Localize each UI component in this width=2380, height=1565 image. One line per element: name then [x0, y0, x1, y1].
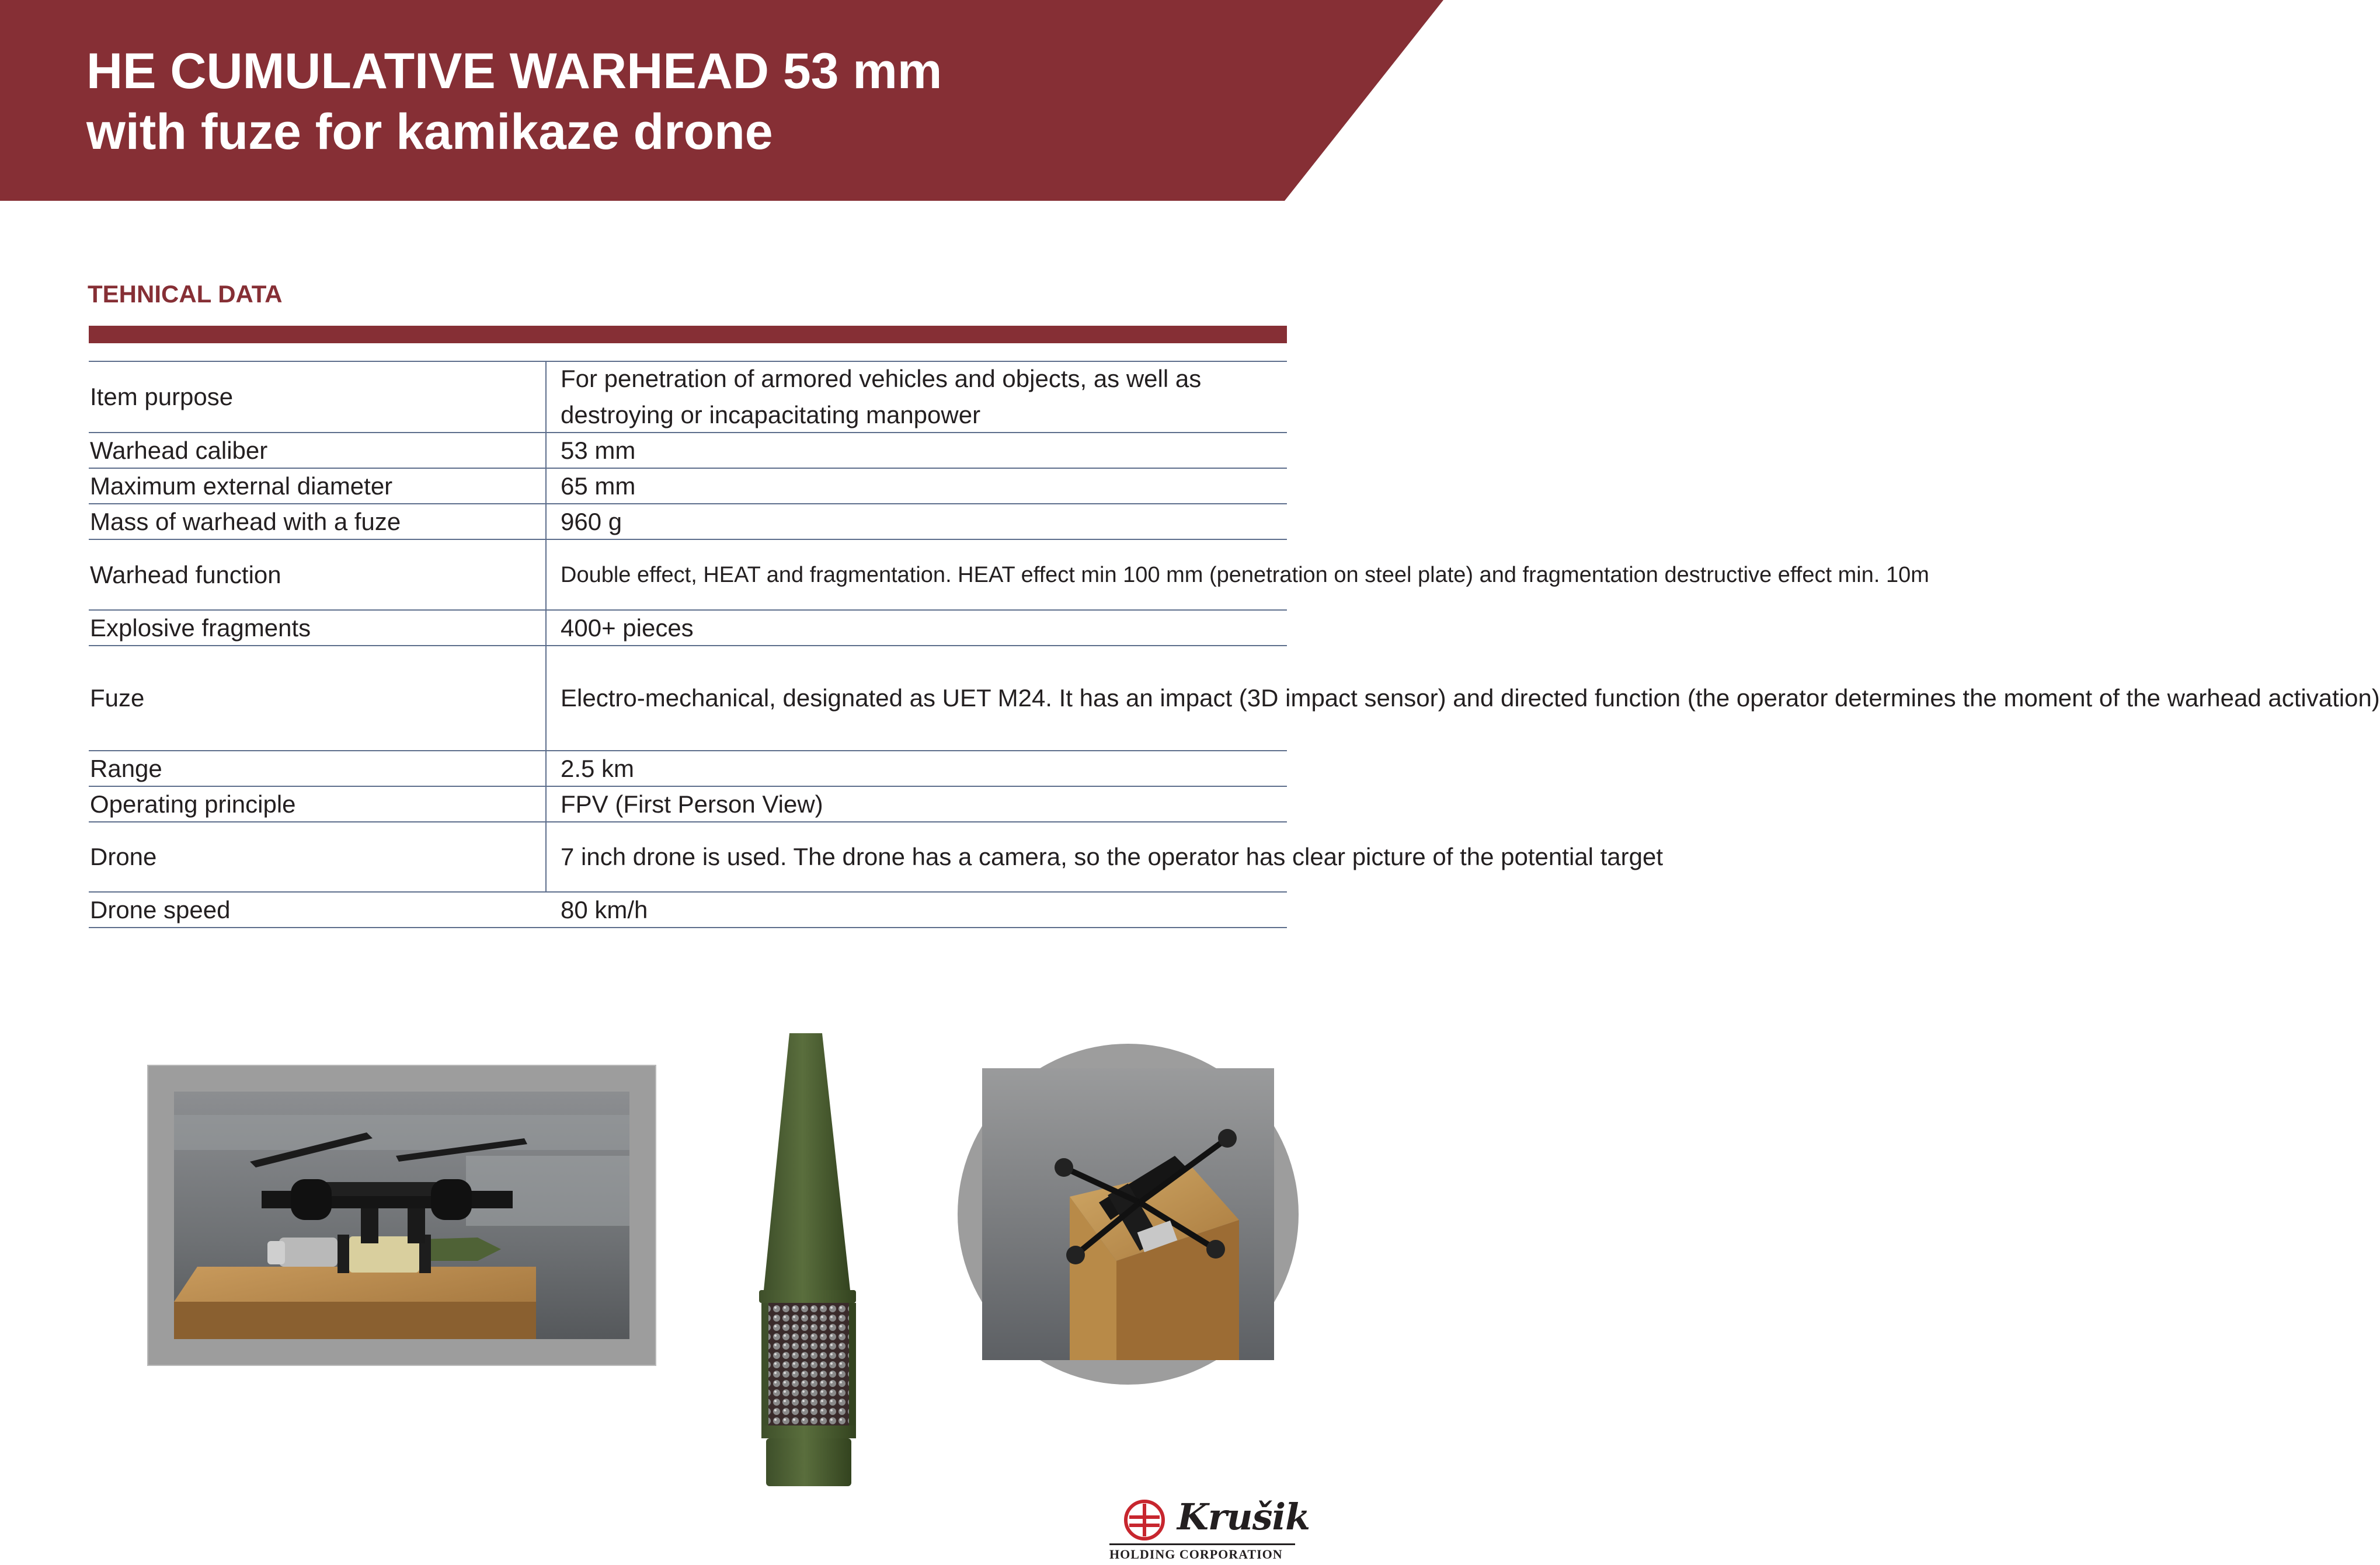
spec-label: Drone [89, 822, 547, 891]
spec-value: 53 mm [561, 436, 636, 464]
spec-row-item-purpose [89, 362, 1287, 433]
spec-value: Electro-mechanical, designated as UET M24. It has an impact (3D impact sensor) and directed function (the operator determines the moment of the warhead activation) [561, 684, 2380, 712]
spec-label: Range [89, 751, 547, 786]
spec-value: 65 mm [561, 472, 636, 500]
spec-value: 2.5 km [561, 754, 635, 782]
spec-row-max-diameter [89, 469, 1287, 504]
spec-row-drone [89, 822, 1664, 893]
spec-table [89, 361, 2380, 928]
title-line-1: HE CUMULATIVE WARHEAD 53 mm [86, 43, 942, 99]
drone-with-warhead-photo [174, 1092, 629, 1339]
logo-emblem-icon [1121, 1498, 1174, 1545]
section-divider [89, 326, 1287, 343]
logo-subtitle: HOLDING CORPORATION [1109, 1547, 1283, 1561]
spec-label: Maximum external diameter [89, 469, 547, 503]
spec-value: 400+ pieces [561, 614, 694, 642]
company-logo [1109, 1496, 1310, 1561]
warhead-illustration [753, 1033, 864, 1489]
spec-row-warhead-function [89, 540, 1929, 611]
spec-label: Drone speed [90, 895, 231, 923]
spec-value: For penetration of armored vehicles and objects, as well as destroying or incapacitating manpower [561, 365, 1202, 428]
spec-value: 80 km/h [561, 895, 648, 923]
spec-label: Fuze [89, 646, 547, 750]
spec-label: Warhead function [89, 540, 547, 609]
drone-circle-photo-frame [958, 1044, 1299, 1385]
spec-row-drone-speed [89, 893, 1287, 928]
spec-value: 960 g [561, 507, 622, 535]
drone-on-stand-photo [982, 1068, 1274, 1360]
spec-value: 7 inch drone is used. The drone has a camera, so the operator has clear picture of the potential target [561, 843, 1664, 870]
spec-row-fuze [89, 646, 2380, 751]
logo-wordmark: Krušik [1177, 1496, 1310, 1538]
spec-row-explosive-fragments [89, 611, 1287, 646]
spec-row-operating-principle [89, 787, 1287, 822]
spec-value: FPV (First Person View) [561, 790, 823, 818]
logo-rule [1109, 1543, 1295, 1545]
spec-label: Warhead caliber [89, 433, 547, 468]
spec-row-range [89, 751, 1287, 787]
drone-photo-frame [148, 1066, 655, 1365]
spec-label: Mass of warhead with a fuze [89, 504, 547, 539]
spec-label: Operating principle [89, 787, 547, 821]
page-title [86, 41, 942, 162]
spec-label: Explosive fragments [89, 611, 547, 645]
spec-row-warhead-caliber [89, 433, 1287, 469]
title-line-2: with fuze for kamikaze drone [86, 104, 773, 160]
spec-value: Double effect, HEAT and fragmentation. HEAT effect min 100 mm (penetration on steel plate) and fragmentation destructive effect min. 10m [561, 562, 1929, 587]
spec-row-mass [89, 504, 1287, 540]
spec-label: Item purpose [89, 362, 547, 432]
section-heading: TEHNICAL DATA [88, 280, 283, 308]
